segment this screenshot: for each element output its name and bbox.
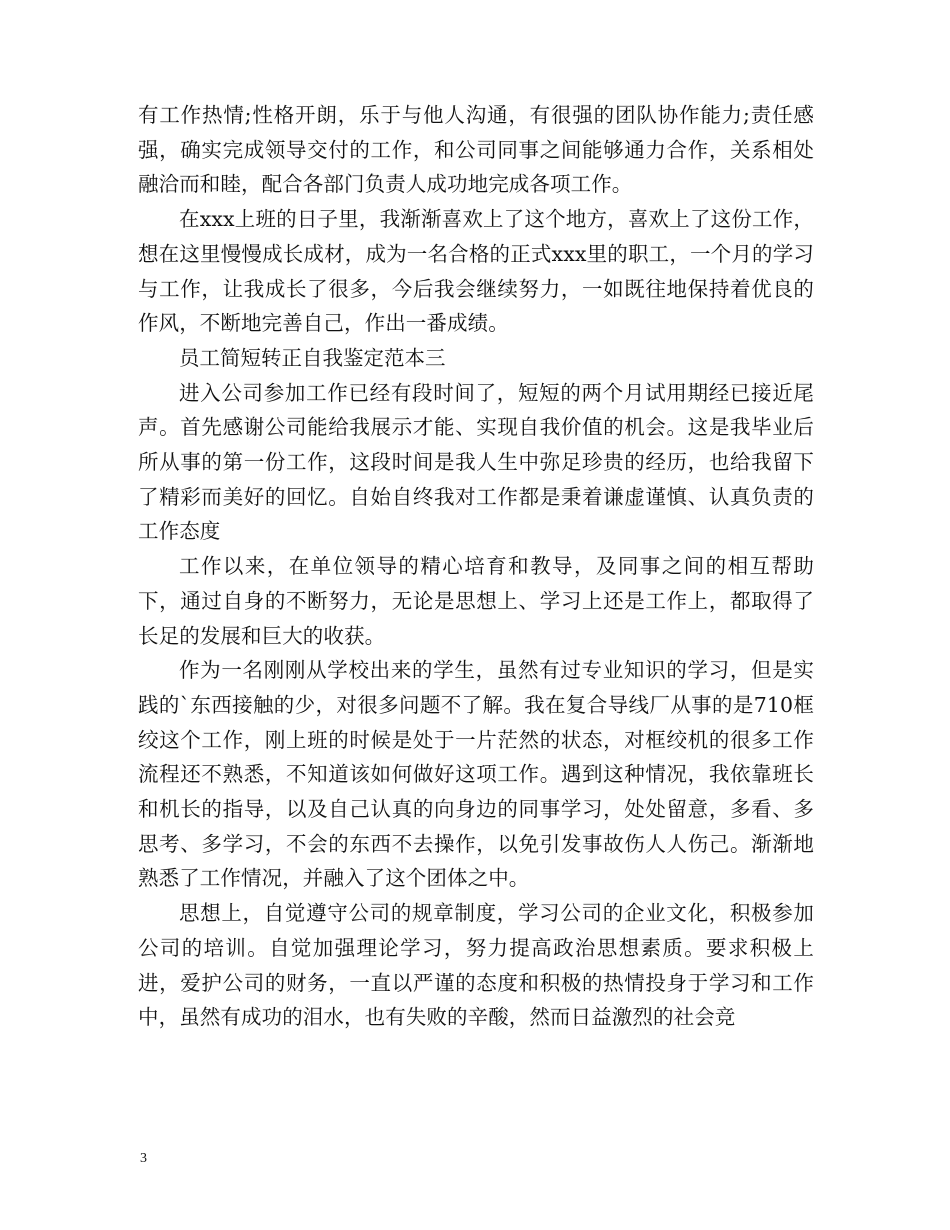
paragraph-work-growth: 在xxx上班的日子里，我渐渐喜欢上了这个地方，喜欢上了这份工作，想在这里慢慢成长成材，成为一名合格的正式xxx里的职工，一个月的学习与工作，让我成长了很多，今后我会继续努力，一如既往地保持着优良的作风，不断地完善自己，作出一番成绩。	[138, 207, 814, 336]
document-body	[138, 98, 814, 1035]
paragraph-ideology: 思想上，自觉遵守公司的规章制度，学习公司的企业文化，积极参加公司的培训。自觉加强理论学习，努力提高政治思想素质。要求积极上进，爱护公司的财务，一直以严谨的态度和积极的热情投身于学习和工作中，虽然有成功的泪水，也有失败的辛酸，然而日益激烈的社会竞	[138, 901, 814, 1030]
paragraph-work-experience: 作为一名刚刚从学校出来的学生，虽然有过专业知识的学习，但是实践的`东西接触的少，对很多问题不了解。我在复合导线厂从事的是710框绞这个工作，刚上班的时候是处于一片茫然的状态，对框绞机的很多工作流程还不熟悉，不知道该如何做好这项工作。遇到这种情况，我依靠班长和机长的指导，以及自己认真的向身边的同事学习，处处留意，多看、多思考、多学习，不会的东西不去操作，以免引发事故伤人人伤己。渐渐地熟悉了工作情况，并融入了这个团体之中。	[138, 658, 814, 891]
page-number: 3	[140, 1151, 147, 1166]
paragraph-continuation: 有工作热情;性格开朗，乐于与他人沟通，有很强的团队协作能力;责任感强，确实完成领导交付的工作，和公司同事之间能够通力合作，关系相处融洽而和睦，配合各部门负责人成功地完成各项工作。	[138, 103, 814, 197]
section-heading: 员工简短转正自我鉴定范本三	[179, 345, 446, 370]
paragraph-introduction: 进入公司参加工作已经有段时间了，短短的两个月试用期经已接近尾声。首先感谢公司能给我展示才能、实现自我价值的机会。这是我毕业后所从事的第一份工作，这段时间是我人生中弥足珍贵的经历，也给我留下了精彩而美好的回忆。自始自终我对工作都是秉着谦虚谨慎、认真负责的工作态度	[138, 380, 814, 544]
paragraph-progress: 工作以来，在单位领导的精心培育和教导，及同事之间的相互帮助下，通过自身的不断努力，无论是思想上、学习上还是工作上，都取得了长足的发展和巨大的收获。	[138, 554, 814, 648]
